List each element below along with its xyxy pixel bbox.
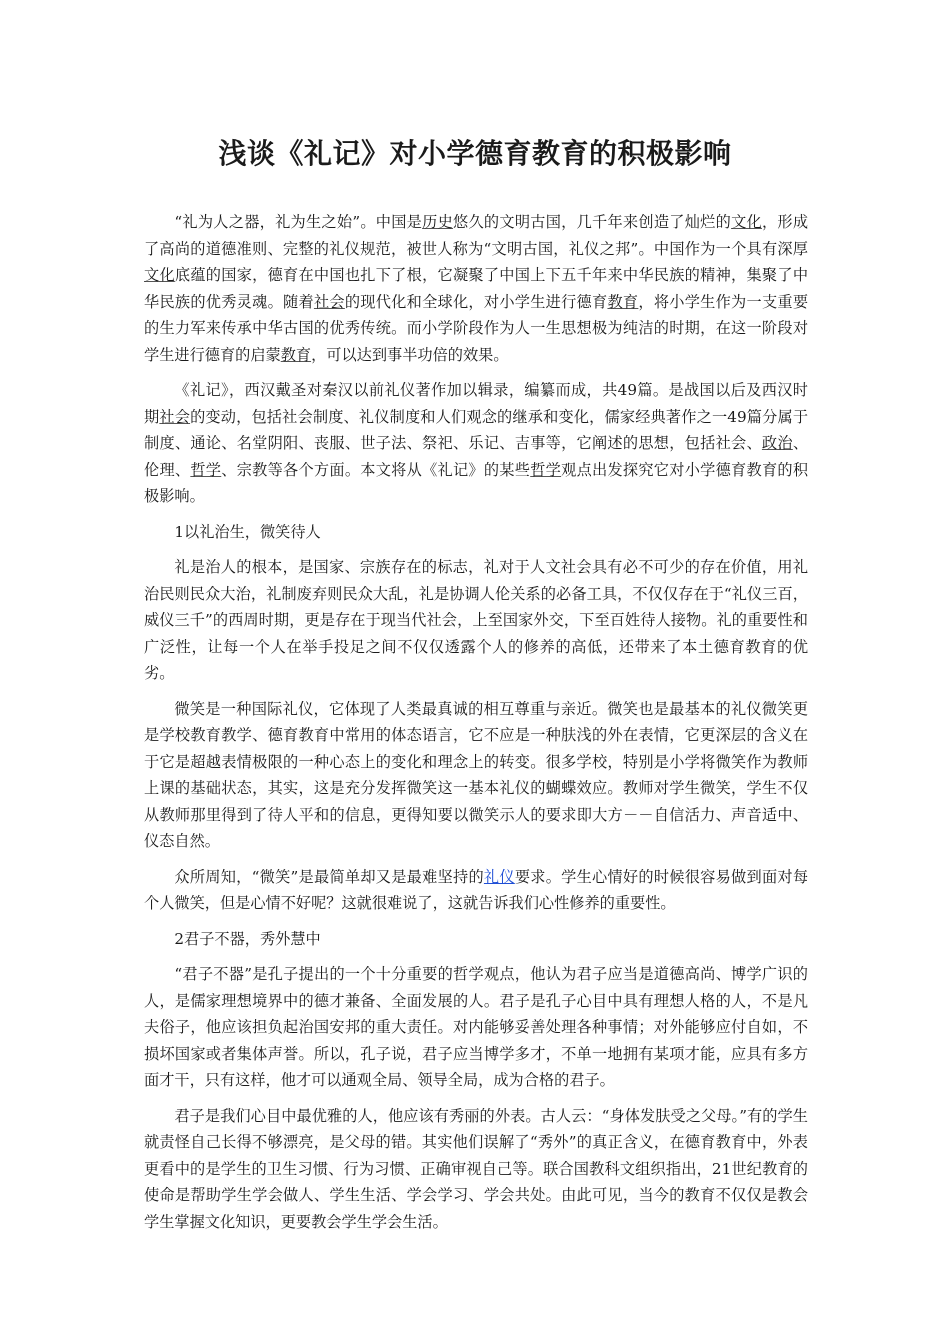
text-run: 《礼记》，西汉戴圣对秦汉以前礼仪著作加以辑录，编纂而成，共49篇。是战国以后及西汉时期 <box>144 381 808 426</box>
text-run: 的变动，包括社会制度、礼仪制度和人们观念的继承和变化，儒家经典著作之一49篇分属于制度、通论、名堂阴阳、丧服、世子法、祭祀、乐记、吉事等，它阐述的思想，包括社会、 <box>144 407 809 452</box>
text-run: 众所周知，“微笑”是最简单却又是最难坚持的 <box>174 867 484 886</box>
document-title: 浅谈《礼记》对小学德育教育的积极影响 <box>218 137 732 170</box>
paragraph-smile-2 <box>144 864 808 917</box>
link-history[interactable]: 历史 <box>422 213 454 231</box>
text-run: 观点出发探究它对小学德育教育的积极影响。 <box>144 460 809 505</box>
text-run: ，将小学生作为一支重要的生力军来传承中华古国的优秀传统。而小学阶段作为人一生思想极为纯洁的时期，在这一阶段对学生进行德育的启蒙 <box>144 292 809 364</box>
paragraph-li: 礼是治人的根本，是国家、宗族存在的标志，礼对于人文社会具有必不可少的存在价值，用礼治民则民众大治，礼制废弃则民众大乱，礼是协调人伦关系的必备工具，不仅仅存在于“礼仪三百，威仪三千”的西周时期，更是存在于现当代社会，上至国家外交，下至百姓待人接物。礼的重要性和广泛性，让每一个人在举手投足之间不仅仅透露个人的修养的高低，还带来了本土德育教育的优劣。 <box>144 558 808 682</box>
text-run: 的现代化和全球化，对小学生进行德育 <box>344 292 608 311</box>
paragraph-junzi: “君子不器”是孔子提出的一个十分重要的哲学观点，他认为君子应当是道德高尚、博学广识的人，是儒家理想境界中的德才兼备、全面发展的人。君子是孔子心目中具有理想人格的人，不是凡夫俗子，他应该担负起治国安邦的重大责任。对内能够妥善处理各种事情；对外能够应付自如，不损坏国家或者集体声誉。所以，孔子说，君子应当博学多才，不单一地拥有某项才能，应具有多方面才干，只有这样，他才可以通观全局、领导全局，成为合格的君子。 <box>144 965 808 1089</box>
link-education[interactable]: 教育 <box>607 292 639 311</box>
link-culture-2[interactable]: 文化 <box>144 266 175 284</box>
link-philosophy[interactable]: 哲学 <box>190 460 222 479</box>
text-run: 悠久的文明古国，几千年来创造了灿烂的 <box>453 213 732 231</box>
text-run: 要求。学生心情好的时候很容易做到面对每个人微笑，但是心情不好呢？这就很难说了，这就告诉我们心性修养的重要性。 <box>144 867 809 912</box>
paragraph-junzi-2: 君子是我们心目中最优雅的人，他应该有秀丽的外表。古人云：“身体发肤受之父母。”有的学生就责怪自己长得不够漂亮，是父母的错。其实他们误解了“秀外”的真正含义，在德育教育中，外表更看中的是学生的卫生习惯、行为习惯、正确审视自己等。联合国教科文组织指出，21世纪教育的使命是帮助学生学会做人、学生生活、学会学习、学会共处。由此可见，当今的教育不仅仅是教会学生掌握文化知识，更要教会学生学会生活。 <box>144 1106 808 1231</box>
text-run: ，可以达到事半功倍的效果。 <box>311 345 509 364</box>
link-society-2[interactable]: 社会 <box>159 407 191 426</box>
text-run: 、伦理、 <box>144 434 809 479</box>
paragraph-intro <box>144 209 808 368</box>
section-heading-2: 2君子不器，秀外慧中 <box>174 929 321 948</box>
text-run: “礼为人之器，礼为生之始”。中国是 <box>174 213 423 231</box>
link-philosophy-2[interactable]: 哲学 <box>530 460 562 479</box>
link-education-2[interactable]: 教育 <box>280 345 312 364</box>
section-heading-1: 1以礼治生，微笑待人 <box>174 522 321 541</box>
link-society[interactable]: 社会 <box>313 292 345 311</box>
paragraph-smile: 微笑是一种国际礼仪，它体现了人类最真诚的相互尊重与亲近。微笑也是最基本的礼仪微笑更是学校教育教学、德育教育中常用的体态语言，它不应是一种肤浅的外在表情，它更深层的含义在于它是超越表情极限的一种心态上的变化和理念上的转变。很多学校，特别是小学将微笑作为教师上课的基础状态，其实，这是充分发挥微笑这一基本礼仪的蝴蝶效应。教师对学生微笑，学生不仅从教师那里得到了待人平和的信息，更得知要以微笑示人的要求即大方－－自信活力、声音适中、仪态自然。 <box>144 699 808 850</box>
text-run: 底蕴的国家，德育在中国也扎下了根，它凝聚了中国上下五千年来中华民族的精神，集聚了中华民族的优秀灵魂。随着 <box>144 266 809 311</box>
link-politics[interactable]: 政治 <box>761 434 793 452</box>
link-culture[interactable]: 文化 <box>731 213 762 231</box>
document-body <box>144 209 808 1244</box>
text-run: ，形成了高尚的道德准则、完整的礼仪规范，被世人称为“文明古国，礼仪之邦”。中国作为一个具有深厚 <box>144 213 809 258</box>
link-etiquette[interactable]: 礼仪 <box>483 867 515 886</box>
text-run: 、宗教等各个方面。本文将从《礼记》的某些 <box>221 460 531 479</box>
paragraph-liji <box>144 377 808 510</box>
